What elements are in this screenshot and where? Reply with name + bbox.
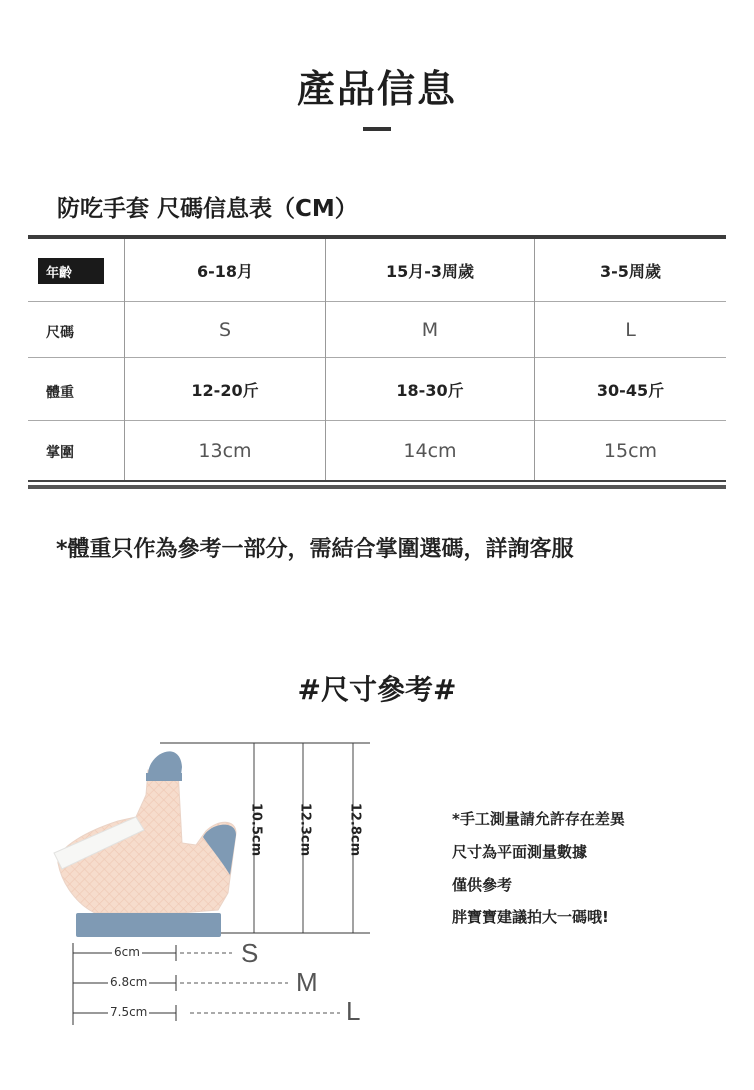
size-letter-m: M [296,967,318,997]
table-cell: 14cm [403,439,457,462]
width-label-s: 6cm [114,945,140,959]
glove-illustration [40,735,380,1025]
table-row-label-palm: 掌圍 [46,445,74,461]
table-cell: 30-45斤 [596,380,665,400]
title-divider [363,127,391,131]
measure-note: 僅供參考 [452,876,513,894]
measure-note: 尺寸為平面測量數據 [452,843,588,861]
measure-note: *手工測量請允許存在差異 [452,810,625,828]
table-heading: 防吃手套 尺碼信息表（CM） [57,196,358,222]
width-label-l: 7.5cm [110,1005,148,1019]
table-cell: 12-20斤 [191,380,259,400]
table-bottom-border [28,485,726,489]
table-cell: 3-5周歲 [600,261,661,281]
size-letter-s: S [241,938,259,968]
table-cell: 6-18月 [196,261,254,281]
size-table [28,235,726,489]
size-letter-l: L [346,996,361,1026]
table-row-label-age: 年齡 [38,258,104,284]
table-cell: S [218,318,232,341]
length-label-s: 10.5cm [248,802,264,857]
table-cell: 18-30斤 [396,380,464,400]
table-bottom-border [28,480,726,482]
size-reference-title: #尺寸參考# [297,673,457,706]
page-title: 產品信息 [296,67,457,111]
length-label-m: 12.3cm [297,802,313,857]
table-cell: M [421,318,439,341]
width-label-m: 6.8cm [110,975,148,989]
table-row-label-size: 尺碼 [46,325,74,341]
table-cell: 15cm [603,439,658,462]
table-row-label-weight: 體重 [46,385,74,401]
measure-note: 胖寶寶建議拍大一碼哦! [452,908,609,926]
length-label-l: 12.8cm [347,802,363,857]
weight-note: *體重只作為參考一部分，需結合掌圍選碼，詳詢客服 [56,537,574,562]
table-cell: 15月-3周歲 [385,261,475,281]
table-cell: 13cm [198,439,252,462]
table-cell: L [625,318,636,341]
